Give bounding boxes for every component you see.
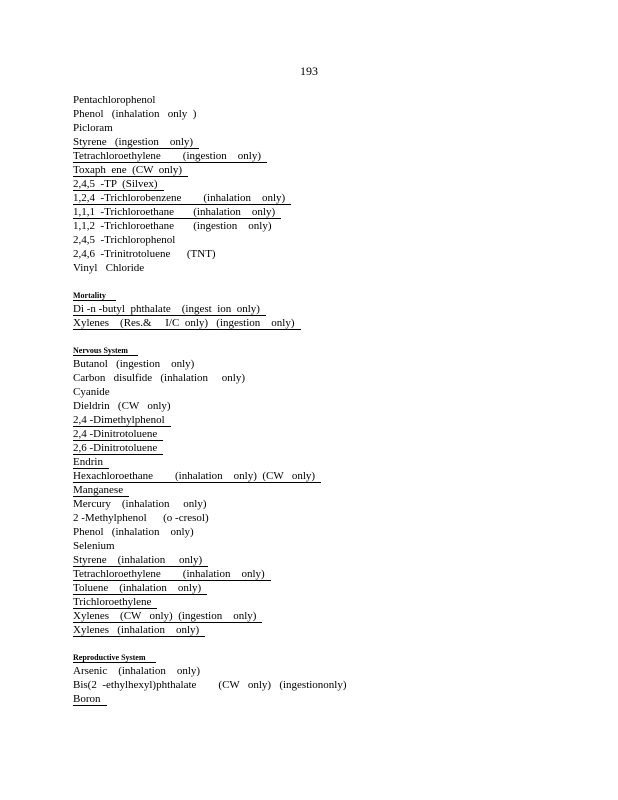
chemical-list-item xyxy=(73,247,593,261)
chemical-list-item xyxy=(73,413,593,427)
section xyxy=(73,93,593,275)
chemical-list-item xyxy=(73,177,593,191)
chemical-list-item xyxy=(73,664,593,678)
chemical-list-item xyxy=(73,609,593,623)
chemical-list-item xyxy=(73,219,593,233)
chemical-name: Hexachloroethane (inhalation only) (CW only) xyxy=(73,470,321,483)
chemical-name: Selenium xyxy=(73,540,115,552)
chemical-name: 2,4,5 -Trichlorophenol xyxy=(73,234,176,246)
chemical-name: 1,1,2 -Trichloroethane (ingestion only) xyxy=(73,220,272,232)
chemical-list-item xyxy=(73,497,593,511)
chemical-name: 2,6 -Dinitrotoluene xyxy=(73,442,163,455)
section-heading xyxy=(73,290,593,302)
chemical-name: Carbon disulfide (inhalation only) xyxy=(73,372,245,384)
chemical-name: Butanol (ingestion only) xyxy=(73,358,195,370)
chemical-list-item xyxy=(73,205,593,219)
chemical-name: Dieldrin (CW only) xyxy=(73,400,171,412)
page-number: 193 xyxy=(300,64,318,78)
chemical-list-item xyxy=(73,233,593,247)
chemical-list-item xyxy=(73,678,593,692)
chemical-list-item xyxy=(73,399,593,413)
chemical-list-item xyxy=(73,692,593,706)
chemical-name: Arsenic (inhalation only) xyxy=(73,665,201,677)
chemical-name: Boron xyxy=(73,693,107,706)
chemical-list-item xyxy=(73,163,593,177)
chemical-name: Vinyl Chloride xyxy=(73,262,145,274)
section-heading xyxy=(73,345,593,357)
chemical-name: Toluene (inhalation only) xyxy=(73,582,207,595)
chemical-name: Tetrachloroethylene (ingestion only) xyxy=(73,150,267,163)
chemical-name: Manganese xyxy=(73,484,129,497)
chemical-list-item xyxy=(73,371,593,385)
chemical-list-item xyxy=(73,107,593,121)
chemical-list-item xyxy=(73,149,593,163)
chemical-name: Picloram xyxy=(73,122,113,134)
section-heading-text: Nervous System xyxy=(73,346,138,356)
section xyxy=(73,652,593,706)
chemical-name: Phenol (inhalation only ) xyxy=(73,108,197,120)
chemical-list-item xyxy=(73,483,593,497)
chemical-name: 2,4 -Dinitrotoluene xyxy=(73,428,163,441)
chemical-name: Xylenes (inhalation only) xyxy=(73,624,205,637)
chemical-list-item xyxy=(73,469,593,483)
chemical-list-item xyxy=(73,385,593,399)
chemical-list-item xyxy=(73,539,593,553)
chemical-name: Bis(2 -ethylhexyl)phthalate (CW only) (ingestiononly) xyxy=(73,679,347,691)
chemical-name: Xylenes (CW only) (ingestion only) xyxy=(73,610,262,623)
chemical-list-item xyxy=(73,525,593,539)
chemical-list-item xyxy=(73,427,593,441)
chemical-list-item xyxy=(73,441,593,455)
section-heading-text: Mortality xyxy=(73,291,116,301)
chemical-name: Phenol (inhalation only) xyxy=(73,526,194,538)
chemical-name: Pentachlorophenol xyxy=(73,94,156,106)
section-heading xyxy=(73,652,593,664)
chemical-list-item xyxy=(73,261,593,275)
chemical-name: 2 -Methylphenol (o -cresol) xyxy=(73,512,209,524)
chemical-name: Styrene (ingestion only) xyxy=(73,136,199,149)
chemical-name: Styrene (inhalation only) xyxy=(73,554,208,567)
section-heading-text: Reproductive System xyxy=(73,653,156,663)
chemical-name: Toxaph ene (CW only) xyxy=(73,164,188,177)
chemical-name: 2,4,5 -TP (Silvex) xyxy=(73,178,164,191)
chemical-name: Endrin xyxy=(73,456,109,469)
chemical-name: 2,4 -Dimethylphenol xyxy=(73,414,171,427)
chemical-name: 1,1,1 -Trichloroethane (inhalation only) xyxy=(73,206,281,219)
chemical-name: Trichloroethylene xyxy=(73,596,157,609)
chemical-list-item xyxy=(73,455,593,469)
chemical-list-item xyxy=(73,135,593,149)
chemical-name: 1,2,4 -Trichlorobenzene (inhalation only) xyxy=(73,192,291,205)
chemical-list-item xyxy=(73,302,593,316)
chemical-list-item xyxy=(73,567,593,581)
chemical-name: Xylenes (Res.& I/C only) (ingestion only) xyxy=(73,317,301,330)
chemical-list-item xyxy=(73,595,593,609)
chemical-name: Cyanide xyxy=(73,386,110,398)
chemical-list-item xyxy=(73,511,593,525)
chemical-name: Di -n -butyl phthalate (ingest ion only) xyxy=(73,303,266,316)
chemical-list-item xyxy=(73,93,593,107)
chemical-list-item xyxy=(73,581,593,595)
chemical-list-item xyxy=(73,191,593,205)
chemical-name: Tetrachloroethylene (inhalation only) xyxy=(73,568,271,581)
chemical-list-item xyxy=(73,316,593,330)
chemical-name: Mercury (inhalation only) xyxy=(73,498,207,510)
chemical-list-item xyxy=(73,121,593,135)
chemical-name: 2,4,6 -Trinitrotoluene (TNT) xyxy=(73,248,216,260)
chemical-list-item xyxy=(73,623,593,637)
chemical-list-item xyxy=(73,357,593,371)
section xyxy=(73,345,593,637)
document-body xyxy=(73,93,593,706)
section xyxy=(73,290,593,330)
chemical-list-item xyxy=(73,553,593,567)
